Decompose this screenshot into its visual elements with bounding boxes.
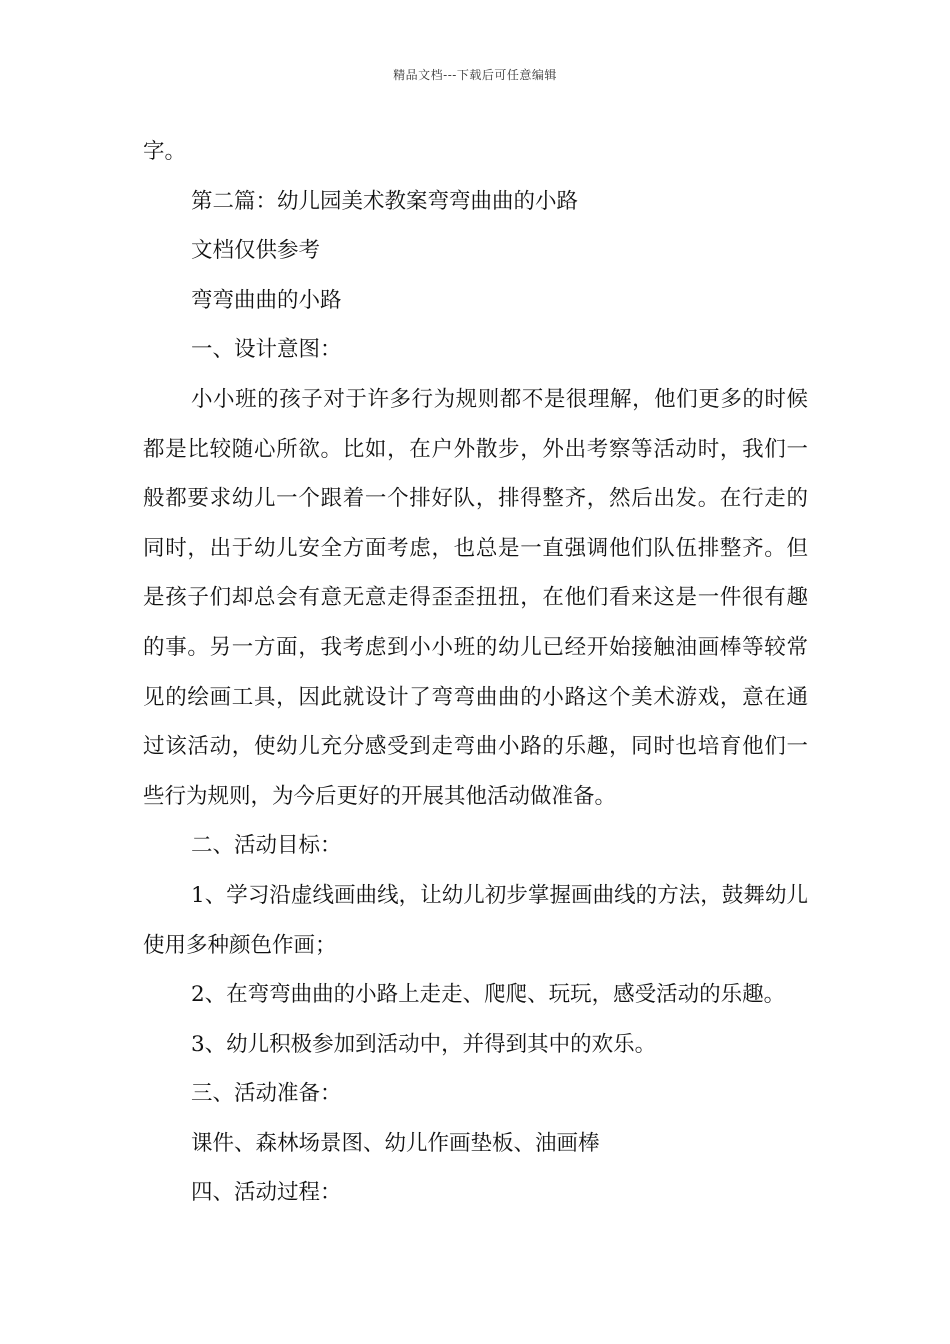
lesson-title: 弯弯曲曲的小路 <box>191 287 342 313</box>
goal-item-1: 1、学习沿虚线画曲线，让幼儿初步掌握画曲线的方法，鼓舞幼儿使用多种颜色作画； <box>143 882 808 958</box>
section-title: 第二篇：幼儿园美术教案弯弯曲曲的小路 <box>191 188 579 214</box>
heading-activity-preparation: 三、活动准备： <box>191 1081 342 1107</box>
heading-design-intent: 一、设计意图： <box>191 337 342 363</box>
reference-note: 文档仅供参考 <box>191 238 321 264</box>
page-header: 精品文档---下载后可任意编辑 <box>393 68 557 82</box>
paragraph-design-intent: 小小班的孩子对于许多行为规则都不是很理解，他们更多的时候都是比较随心所欲。比如，在户外散步，外出考察等活动时，我们一般都要求幼儿一个跟着一个排好队，排得整齐，然后出发。在行走的同时，出于幼儿安全方面考虑，也总是一直强调他们队伍排整齐。但是孩子们却总会有意无意走得歪歪扭扭，在他们看来这是一件很有趣的事。另一方面，我考虑到小小班的幼儿已经开始接触油画棒等较常见的绘画工具，因此就设计了弯弯曲曲的小路这个美术游戏，意在通过该活动，使幼儿充分感受到走弯曲小路的乐趣，同时也培育他们一些行为规则，为今后更好的开展其他活动做准备。 <box>143 386 808 809</box>
preparation-materials: 课件、森林场景图、幼儿作画垫板、油画棒 <box>191 1130 600 1156</box>
heading-activity-goals: 二、活动目标： <box>191 833 342 859</box>
heading-activity-process: 四、活动过程： <box>191 1180 342 1206</box>
document-body <box>143 127 808 1218</box>
goal-item-2: 2、在弯弯曲曲的小路上走走、爬爬、玩玩，感受活动的乐趣。 <box>191 982 786 1008</box>
paragraph-continuation: 字。 <box>143 139 187 164</box>
goal-item-3: 3、幼儿积极参加到活动中，并得到其中的欢乐。 <box>191 1031 657 1057</box>
